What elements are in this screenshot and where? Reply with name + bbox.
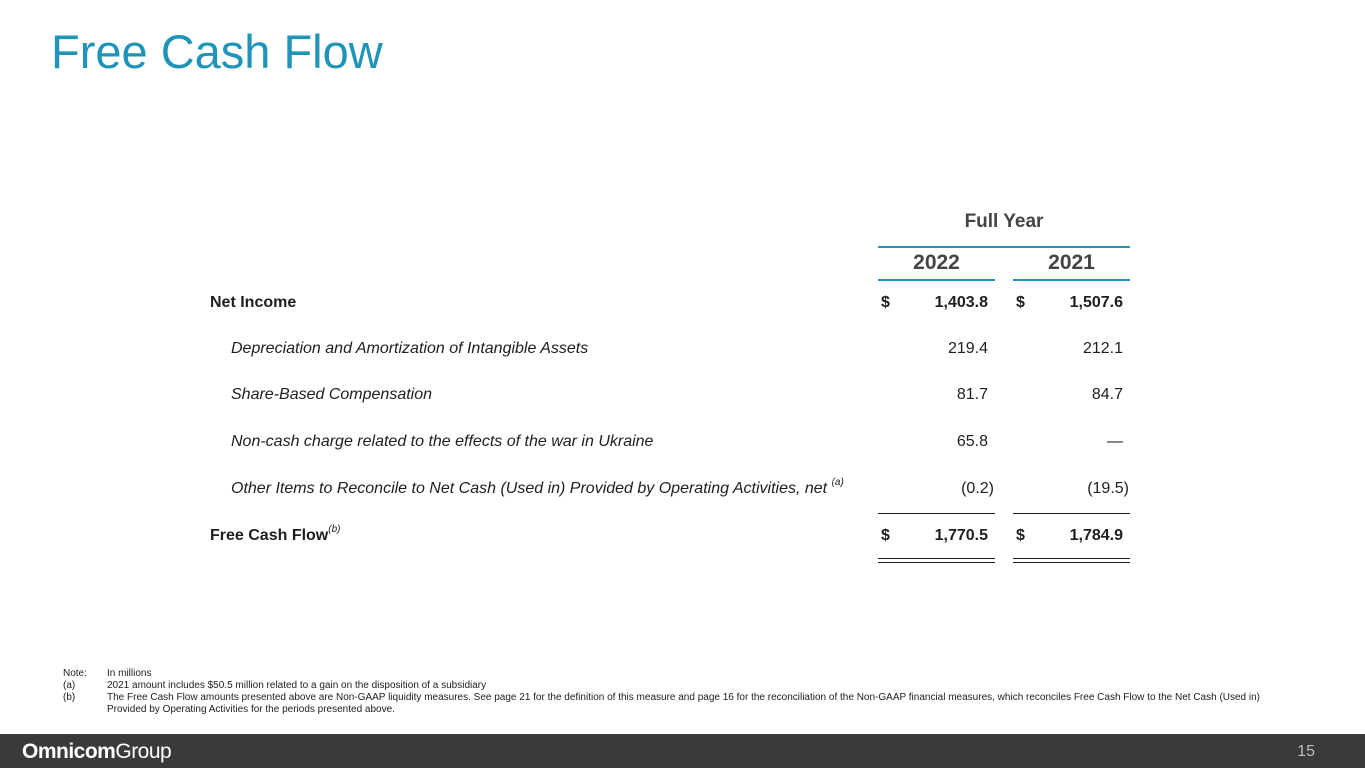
total-double-rule-2022 xyxy=(878,558,995,563)
footnote xyxy=(63,680,1267,692)
value-2021: 212.1 xyxy=(1082,340,1123,357)
row-label-depreciation: Depreciation and Amortization of Intangible Assets xyxy=(231,340,589,357)
footnotes xyxy=(63,668,1267,716)
value-2022: 81.7 xyxy=(956,386,988,403)
year-rule-2021 xyxy=(1013,279,1130,281)
value-2022: 1,770.5 xyxy=(934,527,988,544)
footnote xyxy=(63,668,1267,680)
value-2022: 1,403.8 xyxy=(934,294,988,311)
currency-symbol: $ xyxy=(1016,527,1025,544)
footnote-text: In millions xyxy=(107,668,152,679)
currency-symbol: $ xyxy=(881,294,890,311)
page-title: Free Cash Flow xyxy=(51,25,383,78)
value-2022: 219.4 xyxy=(947,340,988,357)
value-2022: 65.8 xyxy=(956,433,988,450)
footnote xyxy=(63,692,1267,716)
footer-bar xyxy=(0,734,1365,768)
value-2021: (19.5) xyxy=(1087,480,1129,497)
footnote-text: 2021 amount includes $50.5 million related to a gain on the disposition of a subsidiary xyxy=(107,680,487,691)
year-rule-2022 xyxy=(878,279,995,281)
value-2022: (0.2) xyxy=(961,480,994,497)
row-label-net-income: Net Income xyxy=(210,294,297,311)
row-label-free-cash-flow: Free Cash Flow$^{(b)}$ xyxy=(210,524,341,544)
year-header-2021: 2021 xyxy=(1048,251,1095,274)
subtotal-rule-2021 xyxy=(1013,513,1130,514)
year-header-2022: 2022 xyxy=(913,251,960,274)
footnote-ref: (b) xyxy=(328,524,341,535)
footnote-key: Note: xyxy=(63,668,87,679)
footnote-key: (a) xyxy=(63,680,76,691)
footnote-ref: (a) xyxy=(831,477,844,488)
row-label-other-items: Other Items to Reconcile to Net Cash (Used in) Provided by Operating Activities, net $^{(a)}$ xyxy=(231,477,844,497)
footnote-text: The Free Cash Flow amounts presented above are Non-GAAP liquidity measures. See page 21 for the definition of this measure and page 16 for the reconciliation of the Non-GAAP financial measures, which reconciles Free Cash Flow to the Net Cash (Used in) Provided by Operating Activities for the periods presented above. xyxy=(107,692,1261,715)
value-2021: 84.7 xyxy=(1091,386,1123,403)
page-number: 15 xyxy=(1297,743,1315,760)
value-2021: 1,507.6 xyxy=(1069,294,1123,311)
subtotal-rule-2022 xyxy=(878,513,995,514)
period-header: Full Year xyxy=(964,211,1044,232)
period-rule xyxy=(878,246,1130,248)
value-2021: — xyxy=(1107,433,1123,450)
footnote-key: (b) xyxy=(63,692,76,703)
currency-symbol: $ xyxy=(881,527,890,544)
row-label-non-cash-charge: Non-cash charge related to the effects of the war in Ukraine xyxy=(231,433,654,450)
total-double-rule-2021 xyxy=(1013,558,1130,563)
row-label-share-based-comp: Share-Based Compensation xyxy=(231,386,433,403)
currency-symbol: $ xyxy=(1016,294,1025,311)
value-2021: 1,784.9 xyxy=(1069,527,1123,544)
company-logo: OmnicomGroup xyxy=(22,740,172,763)
